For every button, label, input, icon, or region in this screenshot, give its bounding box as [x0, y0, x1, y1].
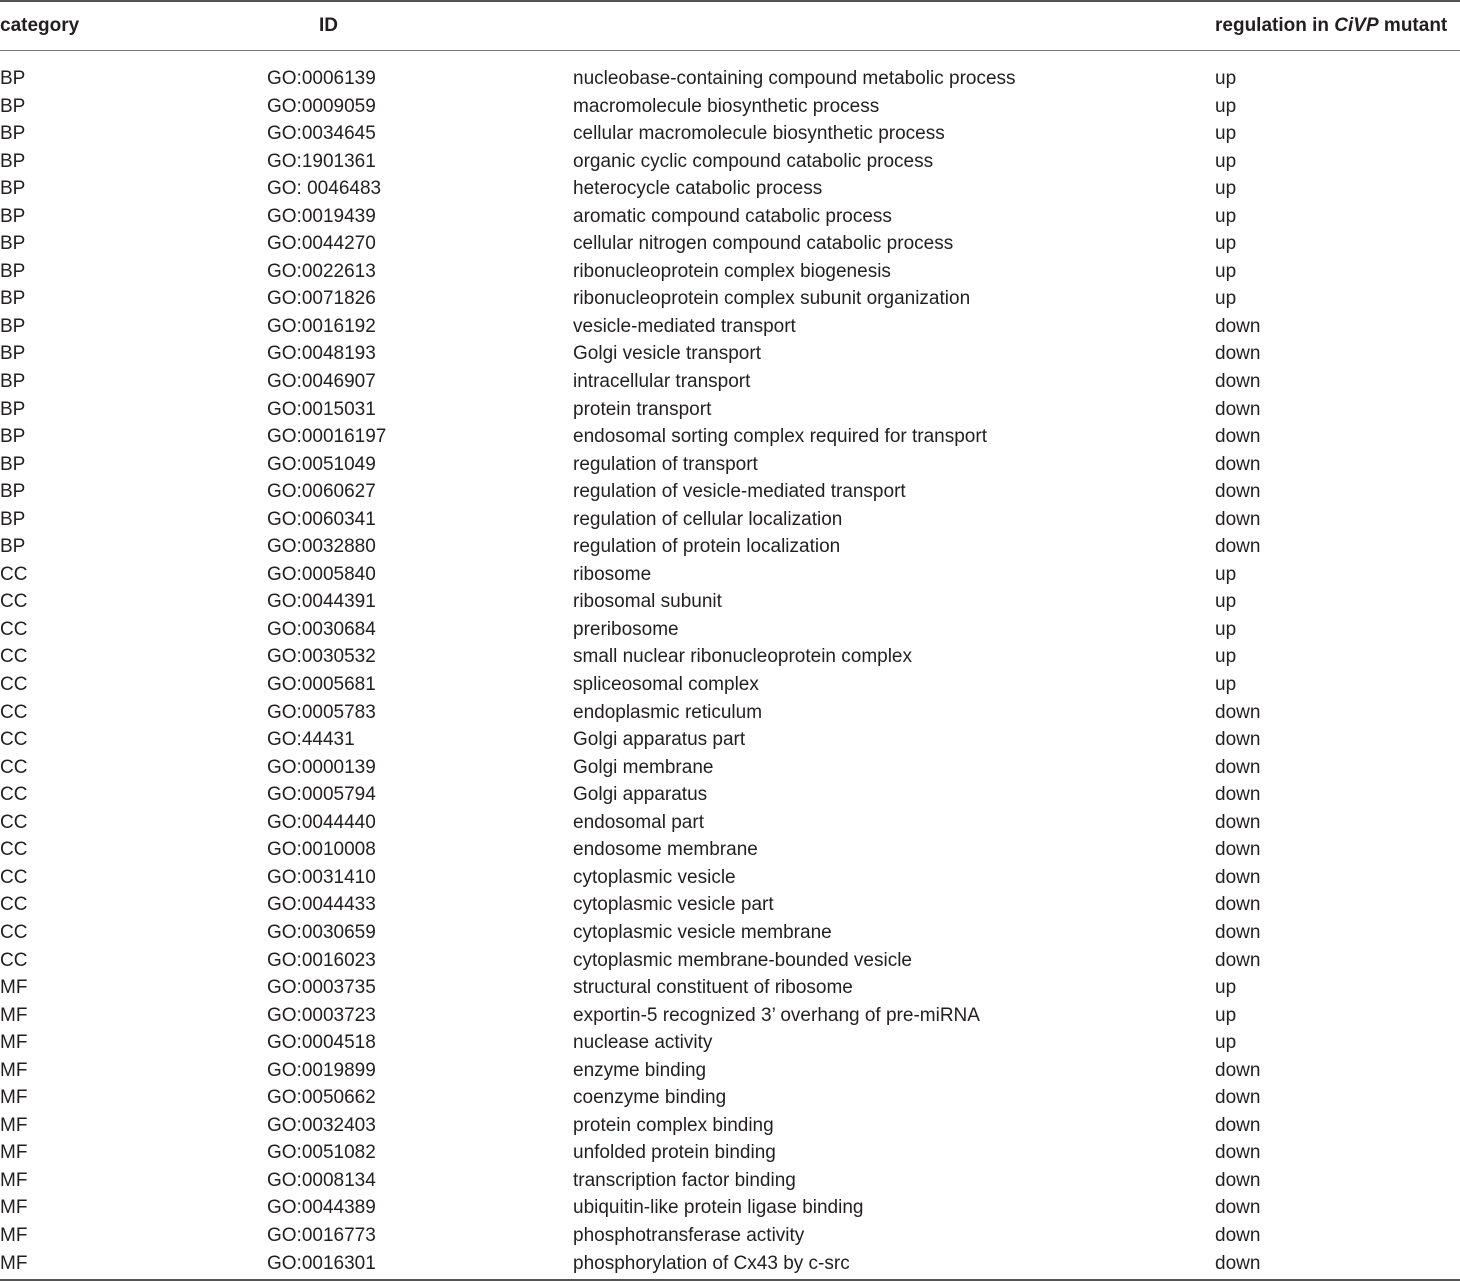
table-row — [0, 588, 1460, 616]
cell-description: vesicle-mediated transport — [573, 315, 796, 337]
table-row — [0, 93, 1460, 121]
cell-category: BP — [0, 150, 26, 172]
cell-regulation: down — [1215, 921, 1261, 943]
cell-category: CC — [0, 646, 28, 668]
header-description — [573, 0, 1215, 52]
cell-description: protein transport — [573, 398, 712, 420]
cell-category: BP — [0, 371, 26, 393]
cell-category: BP — [0, 205, 26, 227]
cell-description: cytoplasmic vesicle — [573, 866, 736, 888]
cell-regulation: up — [1215, 260, 1237, 282]
table-row — [0, 699, 1460, 727]
cell-regulation: up — [1215, 977, 1237, 999]
table-row — [0, 1139, 1460, 1167]
cell-id: GO:0044433 — [267, 894, 376, 916]
header-regulation — [1215, 0, 1460, 52]
cell-regulation: up — [1215, 95, 1237, 117]
table-row — [0, 1222, 1460, 1250]
cell-regulation: down — [1215, 866, 1261, 888]
cell-category: CC — [0, 674, 28, 696]
table-row — [0, 1167, 1460, 1195]
header-regulation-prefix: regulation in — [1215, 15, 1335, 36]
cell-description: heterocycle catabolic process — [573, 178, 823, 200]
cell-id: GO:0005794 — [267, 784, 376, 806]
cell-regulation: down — [1215, 1142, 1261, 1164]
table-row — [0, 533, 1460, 561]
cell-category: MF — [0, 1142, 28, 1164]
table-row — [0, 947, 1460, 975]
cell-category: MF — [0, 1114, 28, 1136]
cell-regulation: down — [1215, 1197, 1261, 1219]
cell-description: ribosome — [573, 563, 652, 585]
cell-id: GO:1901361 — [267, 150, 376, 172]
cell-description: regulation of vesicle-mediated transport — [573, 481, 906, 503]
cell-category: MF — [0, 1004, 28, 1026]
cell-id: GO:0022613 — [267, 260, 376, 282]
cell-id: GO:0051082 — [267, 1142, 376, 1164]
cell-category: CC — [0, 729, 28, 751]
table-row — [0, 313, 1460, 341]
cell-id: GO:0005840 — [267, 563, 376, 585]
table-row — [0, 1194, 1460, 1222]
cell-id: GO:0034645 — [267, 123, 376, 145]
cell-regulation: up — [1215, 150, 1237, 172]
cell-description: Golgi apparatus part — [573, 729, 746, 751]
table-row — [0, 1084, 1460, 1112]
cell-category: BP — [0, 260, 26, 282]
cell-regulation: down — [1215, 839, 1261, 861]
cell-description: protein complex binding — [573, 1114, 774, 1136]
cell-category: MF — [0, 1087, 28, 1109]
cell-regulation: down — [1215, 1087, 1261, 1109]
cell-regulation: down — [1215, 1114, 1261, 1136]
cell-description: ribonucleoprotein complex subunit organization — [573, 288, 971, 310]
table-row — [0, 120, 1460, 148]
cell-description: cytoplasmic membrane-bounded vesicle — [573, 949, 912, 971]
cell-regulation: down — [1215, 508, 1261, 530]
table-row — [0, 451, 1460, 479]
cell-regulation: up — [1215, 1004, 1237, 1026]
cell-id: GO:0044391 — [267, 591, 376, 613]
cell-category: CC — [0, 839, 28, 861]
table-row — [0, 478, 1460, 506]
cell-regulation: down — [1215, 756, 1261, 778]
cell-description: ubiquitin-like protein ligase binding — [573, 1197, 864, 1219]
cell-regulation: up — [1215, 288, 1237, 310]
cell-description: exportin-5 recognized 3’ overhang of pre-miRNA — [573, 1004, 980, 1026]
cell-description: cytoplasmic vesicle part — [573, 894, 774, 916]
cell-id: GO:0060341 — [267, 508, 376, 530]
cell-id: GO:0048193 — [267, 343, 376, 365]
cell-id: GO:0050662 — [267, 1087, 376, 1109]
cell-category: MF — [0, 1224, 28, 1246]
cell-category: MF — [0, 1252, 28, 1274]
table-row — [0, 671, 1460, 699]
cell-id: GO:0060627 — [267, 481, 376, 503]
cell-description: preribosome — [573, 618, 679, 640]
cell-description: cytoplasmic vesicle membrane — [573, 921, 832, 943]
cell-category: BP — [0, 315, 26, 337]
cell-id: GO:0071826 — [267, 288, 376, 310]
cell-regulation: up — [1215, 123, 1237, 145]
cell-category: BP — [0, 343, 26, 365]
cell-regulation: down — [1215, 1169, 1261, 1191]
table-row — [0, 175, 1460, 203]
cell-regulation: down — [1215, 784, 1261, 806]
cell-regulation: up — [1215, 618, 1237, 640]
cell-regulation: down — [1215, 729, 1261, 751]
cell-category: CC — [0, 618, 28, 640]
cell-regulation: down — [1215, 894, 1261, 916]
cell-id: GO:0016301 — [267, 1252, 376, 1274]
table-row — [0, 368, 1460, 396]
cell-id: GO:0044270 — [267, 233, 376, 255]
cell-description: small nuclear ribonucleoprotein complex — [573, 646, 913, 668]
cell-description: endoplasmic reticulum — [573, 701, 763, 723]
table-row — [0, 258, 1460, 286]
cell-description: endosomal part — [573, 811, 704, 833]
cell-regulation: down — [1215, 315, 1261, 337]
cell-description: Golgi membrane — [573, 756, 714, 778]
cell-description: cellular nitrogen compound catabolic process — [573, 233, 954, 255]
cell-description: regulation of protein localization — [573, 536, 841, 558]
cell-id: GO:0046907 — [267, 371, 376, 393]
table-row — [0, 891, 1460, 919]
cell-category: CC — [0, 921, 28, 943]
cell-description: spliceosomal complex — [573, 674, 759, 696]
table-row — [0, 203, 1460, 231]
table-header — [0, 0, 1460, 52]
cell-regulation: up — [1215, 68, 1237, 89]
cell-description: organic cyclic compound catabolic process — [573, 150, 934, 172]
cell-id: GO:0009059 — [267, 95, 376, 117]
cell-category: BP — [0, 288, 26, 310]
cell-description: endosomal sorting complex required for transport — [573, 426, 987, 448]
cell-description: coenzyme binding — [573, 1087, 727, 1109]
cell-id: GO:0030684 — [267, 618, 376, 640]
cell-id: GO:0044389 — [267, 1197, 376, 1219]
table-row — [0, 1250, 1460, 1278]
cell-id: GO:0032403 — [267, 1114, 376, 1136]
cell-category: CC — [0, 949, 28, 971]
cell-regulation: up — [1215, 178, 1237, 200]
cell-regulation: up — [1215, 563, 1237, 585]
cell-regulation: up — [1215, 233, 1237, 255]
table-bottom-rule — [0, 1279, 1460, 1281]
cell-category: MF — [0, 1197, 28, 1219]
cell-regulation: down — [1215, 371, 1261, 393]
cell-category: BP — [0, 68, 26, 89]
cell-description: phosphotransferase activity — [573, 1224, 805, 1246]
table-row — [0, 726, 1460, 754]
cell-id: GO:0016773 — [267, 1224, 376, 1246]
cell-category: MF — [0, 977, 28, 999]
cell-category: CC — [0, 756, 28, 778]
cell-category: CC — [0, 784, 28, 806]
cell-id: GO:0008134 — [267, 1169, 376, 1191]
table-row — [0, 1112, 1460, 1140]
cell-category: CC — [0, 591, 28, 613]
cell-id: GO:0010008 — [267, 839, 376, 861]
cell-regulation: down — [1215, 949, 1261, 971]
cell-regulation: down — [1215, 811, 1261, 833]
table-row — [0, 616, 1460, 644]
cell-id: GO:0044440 — [267, 811, 376, 833]
cell-id: GO:0015031 — [267, 398, 376, 420]
cell-description: intracellular transport — [573, 371, 751, 393]
cell-regulation: down — [1215, 453, 1261, 475]
header-category: category — [0, 15, 80, 36]
table-row — [0, 781, 1460, 809]
cell-category: BP — [0, 536, 26, 558]
cell-description: unfolded protein binding — [573, 1142, 776, 1164]
cell-category: BP — [0, 398, 26, 420]
header-regulation-suffix: mutant — [1378, 15, 1448, 36]
cell-category: MF — [0, 1059, 28, 1081]
cell-description: Golgi apparatus — [573, 784, 708, 806]
table-row — [0, 864, 1460, 892]
table-row — [0, 1029, 1460, 1057]
cell-regulation: up — [1215, 1032, 1237, 1054]
table-body — [0, 52, 1460, 1277]
cell-id: GO:44431 — [267, 729, 355, 751]
cell-category: MF — [0, 1169, 28, 1191]
table-row — [0, 506, 1460, 534]
cell-category: MF — [0, 1032, 28, 1054]
cell-description: ribosomal subunit — [573, 591, 722, 613]
cell-regulation: up — [1215, 674, 1237, 696]
cell-id: GO:0003735 — [267, 977, 376, 999]
cell-regulation: down — [1215, 1224, 1261, 1246]
cell-description: ribonucleoprotein complex biogenesis — [573, 260, 891, 282]
table-row — [0, 423, 1460, 451]
cell-regulation: down — [1215, 1059, 1261, 1081]
table-row — [0, 754, 1460, 782]
table-row — [0, 148, 1460, 176]
cell-id: GO:0030659 — [267, 921, 376, 943]
cell-category: CC — [0, 563, 28, 585]
cell-description: cellular macromolecule biosynthetic process — [573, 123, 945, 145]
cell-id: GO:0031410 — [267, 866, 376, 888]
cell-category: CC — [0, 811, 28, 833]
cell-description: regulation of cellular localization — [573, 508, 843, 530]
table-row — [0, 230, 1460, 258]
cell-regulation: up — [1215, 205, 1237, 227]
cell-id: GO:00016197 — [267, 426, 387, 448]
cell-category: BP — [0, 95, 26, 117]
cell-description: aromatic compound catabolic process — [573, 205, 892, 227]
cell-id: GO:0004518 — [267, 1032, 376, 1054]
cell-description: enzyme binding — [573, 1059, 707, 1081]
cell-id: GO:0016192 — [267, 315, 376, 337]
cell-description: transcription factor binding — [573, 1169, 796, 1191]
cell-id: GO:0005783 — [267, 701, 376, 723]
cell-id: GO:0032880 — [267, 536, 376, 558]
cell-id: GO:0005681 — [267, 674, 376, 696]
table-row — [0, 809, 1460, 837]
cell-category: BP — [0, 123, 26, 145]
cell-description: phosphorylation of Cx43 by c-src — [573, 1252, 850, 1274]
cell-id: GO:0051049 — [267, 453, 376, 475]
cell-description: Golgi vesicle transport — [573, 343, 761, 365]
cell-category: BP — [0, 453, 26, 475]
cell-description: endosome membrane — [573, 839, 758, 861]
header-row — [0, 0, 1460, 52]
table-row — [0, 52, 1460, 93]
table-row — [0, 340, 1460, 368]
cell-id: GO:0006139 — [267, 68, 376, 89]
cell-category: BP — [0, 426, 26, 448]
table-row — [0, 1057, 1460, 1085]
cell-category: BP — [0, 233, 26, 255]
table-row — [0, 919, 1460, 947]
header-id: ID — [319, 15, 338, 36]
cell-description: nuclease activity — [573, 1032, 713, 1054]
cell-id: GO: 0046483 — [267, 178, 382, 200]
table-row — [0, 396, 1460, 424]
cell-category: BP — [0, 178, 26, 200]
cell-id: GO:0030532 — [267, 646, 376, 668]
table-row — [0, 561, 1460, 589]
cell-category: CC — [0, 866, 28, 888]
cell-description: macromolecule biosynthetic process — [573, 95, 880, 117]
cell-description: regulation of transport — [573, 453, 758, 475]
cell-regulation: up — [1215, 646, 1237, 668]
cell-id: GO:0016023 — [267, 949, 376, 971]
cell-regulation: down — [1215, 536, 1261, 558]
cell-regulation: down — [1215, 1252, 1261, 1274]
cell-regulation: down — [1215, 481, 1261, 503]
table-row — [0, 643, 1460, 671]
cell-description: nucleobase-containing compound metabolic process — [573, 68, 1016, 89]
table-row — [0, 285, 1460, 313]
cell-id: GO:0019899 — [267, 1059, 376, 1081]
cell-category: BP — [0, 481, 26, 503]
cell-regulation: up — [1215, 591, 1237, 613]
cell-id: GO:0000139 — [267, 756, 376, 778]
cell-regulation: down — [1215, 398, 1261, 420]
cell-category: CC — [0, 701, 28, 723]
table-row — [0, 836, 1460, 864]
cell-category: CC — [0, 894, 28, 916]
cell-regulation: down — [1215, 426, 1261, 448]
cell-description: structural constituent of ribosome — [573, 977, 853, 999]
header-regulation-gene: CiVP — [1334, 15, 1379, 36]
table-row — [0, 1002, 1460, 1030]
cell-regulation: down — [1215, 701, 1261, 723]
cell-id: GO:0019439 — [267, 205, 376, 227]
cell-id: GO:0003723 — [267, 1004, 376, 1026]
cell-category: BP — [0, 508, 26, 530]
table-row — [0, 974, 1460, 1002]
cell-regulation: down — [1215, 343, 1261, 365]
